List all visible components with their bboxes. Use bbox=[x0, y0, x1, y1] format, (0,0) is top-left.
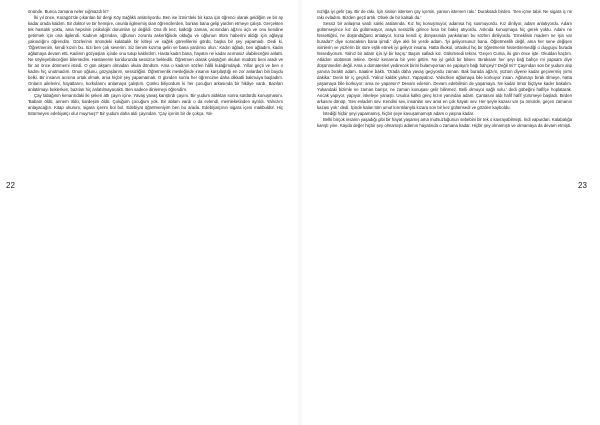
book-gutter bbox=[296, 0, 304, 425]
page-number-left: 22 bbox=[6, 181, 15, 190]
page-number-right: 23 bbox=[578, 181, 587, 190]
right-paragraph: İstediği hiçbir şeyi yapamamış, hiçbir şeye kavuşamamıştı adam o yaşına kadar. bbox=[323, 111, 475, 117]
right-paragraph: nızlığa iyi gelir çay. Bir de rakı. İçin sisinin istersen çay içersin, yarısın istersen rakı.' Duraksadı birden. 'Sen içme tabii. Ne sigara iç ne rakı evladım. Bizden geçti artık. Olsek de bir kalsak da.' bbox=[317, 9, 572, 21]
left-paragraph: İki yıl önce, Karagöz'de çıkarılan bir dergi Köy Sağlıklı anlatılıyordu. Ben ise İzmir'deki bir kaza için öğrenci olarak geldiğim ve bir ay kadar orada kaldım. Bir doktor ve bir hemşire, onunla ilgilenmiş olan öğrencilerden, bunları bana gelip yardım etmeye çalıştı. Gerçekten tek hastalık yoktu, ama hepsinin psikolojik durumları iyi değildi. Ona ilk kez, kalktığı zaman, acısından ağzını açtı ve onu kendine getirmek için ona ilgilendi. Kadının ağzından, oğlunun zorunlu askerliğinde olduğu ve oğlunun ölüm haberini aldığı için ağlayıp yakındığını öğrendim. Gözlerinin önündeki kalabalık bir kitleyi ve sağlık görevlilerini gördü, başka bir şey yapamadı. Dedi ki, 'Öğretmenim, kendi kızım bu. Sizi ben çok severim. Siz benim kızıma gelin ve bana yardımcı olun.' Kadın ağladı, ben ağladım, kadın ağlamaya devam etti. Kadının gözyaşları içinde onu tutup kaldırdım. Hasta kadın bana, hayatın ne kadar acımasız olabileceğini anlattı. Ne söyleyebileceğimi bilemedim. Hastanenin koridorunda sessizce bekledik. Öğretmen olarak çalıştığım okulun müdürü beni aradı ve bir an önce dönmemi istedi. O gün akşam olmadan okula döndüm. Ama o kadının sözleri hâlâ kulağımdaydı. Yıllar geçti ve ben o kadını hiç unutmadım. Onun oğlunu, gözyaşlarını, sessizliğini. Öğretmenlik mesleğinde insanın karşılaştığı en zor anlardan biri buydu belki. Bir insanın acısına ortak olmak, ama hiçbir şey yapamamak. O günden sonra her öğrencime daha dikkatli bakmaya başladım. Onların ailelerini, hayatlarını, korkularını anlamaya çalıştım. Çünkü biliyordum ki her çocuğun arkasında bir hikâye vardı. Bazıları anlatılmayı beklerken, bazıları hiç anlatılmayacaktı. Ben sadece dinlemeyi öğrendim. bbox=[28, 15, 283, 93]
right-paragraph: Belki birçok insanın yaşadığı gibi bir hayat yaşamış ama mutsuzluğunun sebebini bir tek o kavrayabilmişti. İndi vapurdan. Kalabalığa karıştı yine. Kayda değer hiçbir şey olmamıştı adamın hayatında o zamana kadar. Hiçbir şey olmamıştı ve olmamaya da devam etmişti. bbox=[317, 117, 572, 129]
right-paragraph: Sessiz bir anlaşma vardı sanki aralarında. Kız hiç konuşmuyor, adamsa hiç susmuyordu. Kız dinliyor, adam anlatıyordu. Adam gülümseyince kız da gülümsüyor, araya sessizlik girince kısa bir bakış atıyordu. Aslında konuşmaya hiç gerek yoktu. Adam ne hissettiğini, ne düşündüğünü anlatıyor, kızsa kendi iç dünyasında yankılanan bu sözleri dinliyordu. 'Emeklisin madem ne işin var burada?' diye soracaksın bana şimdi.' diye aklı bir yerde adam. 'İyi geliyorsunuz bana. Öğretmenlik değil, ama her sene değişen isimlerin ve yüzlerin bir süre eşlik etmek iyi geliyor insana. Hatta ilkokul, ortaokul hiç bir öğretmenin hissettiremediği o duyguyu burada hissediyorum. Yalnız bir adam için iyi bir kaçış.' Başını salladı kız. Gülümsedi tekrar. 'Geçen Cuma, iki gün önce işte. Okuldan kaçtım. Atladım otobüsün tekine. Deniz kenarına bir yere gittim. Ne iyi geldi bir bilsen. Bıraksam her şeyi bağ bahçe mi yapsam diye düşünmedim değil. Ama o domatesleri yedirecek birini bulamıyorsan ne yapayım bağı bahçeyi? Değil mi?' Çayından son bir yudum alıp yanına bıraktı adam. Saatine baktı. 'Orada daha yavaş geçiyordu zaman. Bak burada ağzım, yüzüm diyene kadar geçivermiş yirmi dakika.' Derin bir iç geçirdi. 'Yalnız kaldık yalnız. Yapayalnız. Yalnızken ağlamaya bile korkuyor insan. Ağlamayı bırak ölmeye, hatta yaşamaya bile korkuyor; ama ne yaparsın? Devam edersin. Devam edebilirsin de yaşamaya. Ne kadar ömür biçtiyse kader bakalım. Yukarıdaki bizimle ne zaman barışır, ne zaman konuşası gelir bilinmez. Belli olmuyor sağlı solu.' dedi göbeğini hafifçe hoplatarak. Ancak yapıyor, yapıyor, iskeleye yanaştı. Usulca kalktı genç kızın yanından adam. Çantasını aldı hafif hafif yürümeye başladı. Birden arkasını dönüp, 'Sev evladım sev. Kendini sev, insanları sev ama en çok hayatı sev. Her şeyin kazası var şu ömürde, geçen zamanın kazası yok.' dedi. İçinde kalan tüm umut kırıntılarıyla kızara son bir kez gülümsedi ve gözden kayboldu. bbox=[317, 21, 572, 111]
left-paragraph: önünde. Bunca zamana neler sığmazdı ki? bbox=[28, 9, 109, 14]
right-page-text bbox=[317, 9, 572, 419]
left-paragraph: Çay tabağının kenarındaki iki şekeri attı çayın içine. Yavaş yavaş karıştırdı çayını. Bir yudum aldıktan sonra sürdürdü konuşmasını. 'Babam öldü, annem öldü, kardeşim öldü. Çoluğum çocuğum yok. Bir ablam vardı o da evlendi, memleketinden ayrıldı. Yalnızım anlayacağın. Kitap okurum, sigara içerim bol bol. Edebiyat öğretmeniyim ben bu arada. Edebiyatçının sigara içeni makbuldür. Hiç tütürmeyen edebiyatçı olur muymuş?' Bir yudum daha aldı çayından. 'Çay içerim bir de çokça. Yal- bbox=[28, 93, 283, 117]
left-page-text bbox=[28, 9, 283, 419]
